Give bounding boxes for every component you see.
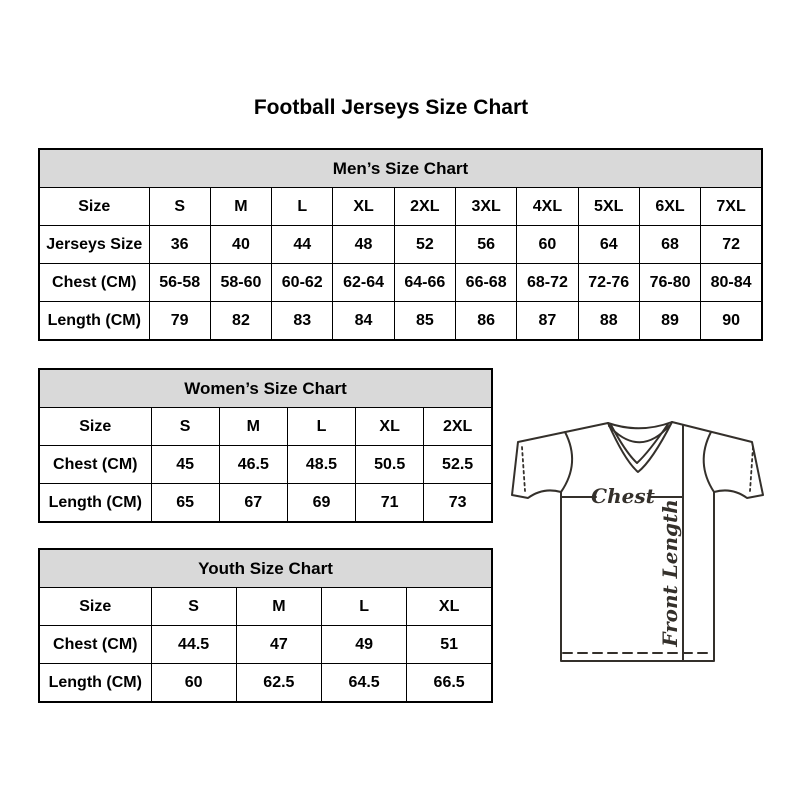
youth-size-table: [38, 548, 493, 703]
womens-value-cell: 46.5: [219, 446, 287, 484]
womens-title-row: [39, 369, 492, 408]
table-row: [39, 264, 762, 302]
mens-value-cell: 7XL: [701, 188, 762, 226]
mens-value-cell: 64: [578, 226, 639, 264]
mens-value-cell: 60-62: [272, 264, 333, 302]
jersey-measurement-diagram: [505, 415, 770, 670]
youth-value-cell: L: [322, 588, 407, 626]
mens-value-cell: 58-60: [210, 264, 271, 302]
mens-row-label: Chest (CM): [39, 264, 149, 302]
youth-title-row: [39, 549, 492, 588]
chest-label: Chest: [591, 484, 655, 508]
youth-row-label: Size: [39, 588, 151, 626]
mens-value-cell: 72-76: [578, 264, 639, 302]
vneck-outer-line: [608, 422, 672, 472]
womens-value-cell: 50.5: [356, 446, 424, 484]
mens-row-label: Size: [39, 188, 149, 226]
womens-value-cell: S: [151, 408, 219, 446]
table-row: [39, 664, 492, 703]
womens-value-cell: M: [219, 408, 287, 446]
right-cuff-dashed-line: [750, 447, 753, 491]
mens-value-cell: 62-64: [333, 264, 394, 302]
womens-size-table: [38, 368, 493, 523]
mens-value-cell: M: [210, 188, 271, 226]
table-row: [39, 484, 492, 523]
youth-value-cell: 47: [236, 626, 321, 664]
youth-value-cell: M: [236, 588, 321, 626]
mens-value-cell: 4XL: [517, 188, 578, 226]
front-length-label: Front Length: [658, 499, 682, 647]
womens-value-cell: 67: [219, 484, 287, 523]
mens-value-cell: 87: [517, 302, 578, 341]
mens-value-cell: 66-68: [455, 264, 516, 302]
table-row: [39, 188, 762, 226]
youth-value-cell: S: [151, 588, 236, 626]
womens-row-label: Length (CM): [39, 484, 151, 523]
mens-value-cell: 90: [701, 302, 762, 341]
mens-value-cell: 36: [149, 226, 210, 264]
mens-value-cell: 44: [272, 226, 333, 264]
mens-value-cell: 52: [394, 226, 455, 264]
mens-row-label: Length (CM): [39, 302, 149, 341]
left-cuff-dashed-line: [522, 447, 525, 491]
womens-value-cell: 69: [287, 484, 355, 523]
mens-value-cell: 84: [333, 302, 394, 341]
mens-value-cell: 88: [578, 302, 639, 341]
womens-value-cell: 52.5: [424, 446, 492, 484]
womens-value-cell: 45: [151, 446, 219, 484]
mens-value-cell: 68: [639, 226, 700, 264]
mens-value-cell: 89: [639, 302, 700, 341]
womens-row-label: Chest (CM): [39, 446, 151, 484]
womens-table-title: Women’s Size Chart: [39, 369, 492, 408]
mens-value-cell: 68-72: [517, 264, 578, 302]
youth-value-cell: 60: [151, 664, 236, 703]
mens-value-cell: 40: [210, 226, 271, 264]
collar-back-arc-outer: [608, 422, 672, 428]
mens-value-cell: 60: [517, 226, 578, 264]
womens-value-cell: 71: [356, 484, 424, 523]
mens-value-cell: 86: [455, 302, 516, 341]
youth-value-cell: 62.5: [236, 664, 321, 703]
youth-table-title: Youth Size Chart: [39, 549, 492, 588]
womens-value-cell: 73: [424, 484, 492, 523]
mens-value-cell: 76-80: [639, 264, 700, 302]
womens-value-cell: L: [287, 408, 355, 446]
table-row: [39, 588, 492, 626]
jersey-outline: [512, 422, 763, 661]
youth-value-cell: XL: [407, 588, 492, 626]
womens-value-cell: 48.5: [287, 446, 355, 484]
youth-value-cell: 49: [322, 626, 407, 664]
mens-value-cell: 56: [455, 226, 516, 264]
mens-value-cell: 6XL: [639, 188, 700, 226]
right-sleeve-seam: [704, 432, 714, 492]
mens-title-row: [39, 149, 762, 188]
womens-value-cell: 65: [151, 484, 219, 523]
youth-value-cell: 66.5: [407, 664, 492, 703]
mens-size-table: [38, 148, 763, 341]
left-sleeve-seam: [561, 432, 572, 492]
table-row: [39, 226, 762, 264]
mens-value-cell: 64-66: [394, 264, 455, 302]
mens-value-cell: L: [272, 188, 333, 226]
mens-table-title: Men’s Size Chart: [39, 149, 762, 188]
mens-value-cell: 56-58: [149, 264, 210, 302]
mens-value-cell: S: [149, 188, 210, 226]
table-row: [39, 626, 492, 664]
mens-value-cell: XL: [333, 188, 394, 226]
mens-value-cell: 2XL: [394, 188, 455, 226]
mens-value-cell: 82: [210, 302, 271, 341]
mens-value-cell: 48: [333, 226, 394, 264]
page-title: Football Jerseys Size Chart: [253, 96, 529, 119]
youth-row-label: Length (CM): [39, 664, 151, 703]
womens-value-cell: 2XL: [424, 408, 492, 446]
table-row: [39, 302, 762, 341]
womens-value-cell: XL: [356, 408, 424, 446]
mens-value-cell: 72: [701, 226, 762, 264]
mens-row-label: Jerseys Size: [39, 226, 149, 264]
mens-value-cell: 85: [394, 302, 455, 341]
table-row: [39, 446, 492, 484]
mens-value-cell: 5XL: [578, 188, 639, 226]
womens-row-label: Size: [39, 408, 151, 446]
youth-value-cell: 64.5: [322, 664, 407, 703]
mens-value-cell: 3XL: [455, 188, 516, 226]
mens-value-cell: 83: [272, 302, 333, 341]
mens-value-cell: 79: [149, 302, 210, 341]
youth-row-label: Chest (CM): [39, 626, 151, 664]
youth-value-cell: 44.5: [151, 626, 236, 664]
table-row: [39, 408, 492, 446]
mens-value-cell: 80-84: [701, 264, 762, 302]
youth-value-cell: 51: [407, 626, 492, 664]
